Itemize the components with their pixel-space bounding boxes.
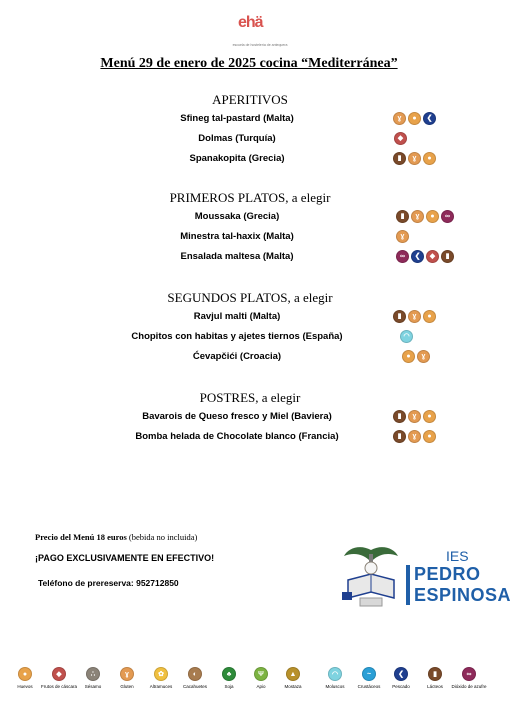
mostaza-icon: ▲ bbox=[286, 667, 300, 681]
legend-label: Altramuces bbox=[149, 684, 173, 689]
section-heading: SEGUNDOS PLATOS, a elegir bbox=[167, 290, 333, 305]
lacteos-icon: ▮ bbox=[393, 310, 406, 323]
pescado-icon: ❮ bbox=[411, 250, 424, 263]
legend-label: Soja bbox=[224, 684, 234, 689]
lacteos-icon: ▮ bbox=[428, 667, 442, 681]
huevos-icon: ● bbox=[18, 667, 32, 681]
legend-label: Crustáceos bbox=[357, 684, 381, 689]
menu-title: Menú 29 de enero de 2025 cocina “Mediterránea” bbox=[100, 56, 398, 71]
gluten-icon: ɣ bbox=[396, 230, 409, 243]
logo-mark: ehä bbox=[238, 14, 263, 31]
dish-name: Ćevapčići (Croacia) bbox=[192, 351, 282, 362]
sulfitos-icon: ∞ bbox=[396, 250, 409, 263]
huevos-icon: ● bbox=[423, 152, 436, 165]
dish-allergens bbox=[394, 132, 407, 145]
pescado-icon: ❮ bbox=[394, 667, 408, 681]
huevos-icon: ● bbox=[423, 410, 436, 423]
dish-name: Sfineg tal-pastard (Malta) bbox=[180, 113, 294, 124]
gluten-icon: ɣ bbox=[393, 112, 406, 125]
school-ies: IES bbox=[446, 548, 469, 564]
dish-name: Bomba helada de Chocolate blanco (Francia) bbox=[135, 431, 339, 442]
legend-label: Cacahuetes bbox=[182, 684, 208, 689]
dish-allergens bbox=[393, 152, 436, 165]
sulfitos-icon: ∞ bbox=[462, 667, 476, 681]
legend-item bbox=[449, 667, 489, 689]
frutos-cascara-icon: ◆ bbox=[52, 667, 66, 681]
lacteos-icon: ▮ bbox=[393, 410, 406, 423]
legend-label: Mostaza bbox=[284, 684, 302, 689]
dish-name: Dolmas (Turquía) bbox=[198, 133, 276, 144]
pescado-icon: ❮ bbox=[423, 112, 436, 125]
gluten-icon: ɣ bbox=[408, 430, 421, 443]
lacteos-icon: ▮ bbox=[441, 250, 454, 263]
crustaceos-icon: ~ bbox=[362, 667, 376, 681]
dish-name: Ravjul malti (Malta) bbox=[193, 311, 281, 322]
dish-name: Minestra tal-haxix (Malta) bbox=[180, 231, 294, 242]
dish-allergens bbox=[402, 350, 430, 363]
huevos-icon: ● bbox=[408, 112, 421, 125]
gluten-icon: ɣ bbox=[408, 410, 421, 423]
dish-allergens bbox=[396, 250, 454, 263]
legend-label: Moluscos bbox=[325, 684, 345, 689]
school-bar bbox=[406, 565, 410, 605]
gluten-icon: ɣ bbox=[408, 310, 421, 323]
legend-label: Sésamo bbox=[84, 684, 102, 689]
dish-allergens bbox=[393, 112, 436, 125]
legend-label: Pescado bbox=[392, 684, 410, 689]
lacteos-icon: ▮ bbox=[396, 210, 409, 223]
logo-tagline: escuela de hostelería de antequera bbox=[232, 43, 288, 47]
dish-name: Spanakopita (Grecia) bbox=[189, 153, 285, 164]
price-text: Precio del Menú 18 euros bbox=[35, 532, 127, 542]
altramuces-icon: ✿ bbox=[154, 667, 168, 681]
sulfitos-icon: ∞ bbox=[441, 210, 454, 223]
huevos-icon: ● bbox=[423, 430, 436, 443]
huevos-icon: ● bbox=[426, 210, 439, 223]
dish-allergens bbox=[393, 410, 436, 423]
dish-name: Ensalada maltesa (Malta) bbox=[180, 251, 294, 262]
gluten-icon: ɣ bbox=[411, 210, 424, 223]
dish-name: Chopitos con habitas y ajetes tiernos (España) bbox=[131, 331, 343, 342]
payment-notice: ¡PAGO EXCLUSIVAMENTE EN EFECTIVO! bbox=[35, 553, 215, 563]
school-name-2: ESPINOSA bbox=[414, 585, 511, 605]
legend-label: Lácteos bbox=[427, 684, 443, 689]
cacahuetes-icon: ◐ bbox=[188, 667, 202, 681]
section-heading: APERITIVOS bbox=[212, 92, 288, 107]
dish-allergens bbox=[393, 430, 436, 443]
huevos-icon: ● bbox=[423, 310, 436, 323]
legend-label: Frutos de cáscara bbox=[40, 684, 77, 689]
section-heading: POSTRES, a elegir bbox=[199, 390, 301, 405]
moluscos-icon: ◠ bbox=[328, 667, 342, 681]
gluten-icon: ɣ bbox=[408, 152, 421, 165]
price-note: (bebida no incluida) bbox=[126, 532, 198, 542]
legend-label: Apio bbox=[256, 684, 266, 689]
frutos-cascara-icon: ◆ bbox=[394, 132, 407, 145]
apio-icon: Ψ bbox=[254, 667, 268, 681]
price-line bbox=[35, 532, 197, 542]
legend-label: Gluten bbox=[120, 684, 134, 689]
dish-allergens bbox=[396, 230, 409, 243]
lacteos-icon: ▮ bbox=[393, 152, 406, 165]
huevos-icon: ● bbox=[402, 350, 415, 363]
school-logo-ies bbox=[340, 540, 511, 612]
dish-allergens bbox=[400, 330, 413, 343]
lacteos-icon: ▮ bbox=[393, 430, 406, 443]
sesamo-icon: ∴ bbox=[86, 667, 100, 681]
school-logo bbox=[232, 12, 288, 52]
legend-item bbox=[273, 667, 313, 689]
allergen-legend bbox=[18, 667, 488, 717]
dish-name: Bavarois de Queso fresco y Miel (Baviera) bbox=[142, 411, 332, 422]
school-emblem-icon bbox=[340, 540, 402, 612]
soja-icon: ♣ bbox=[222, 667, 236, 681]
phone-line: Teléfono de prereserva: 952712850 bbox=[38, 578, 179, 588]
legend-label: Huevos bbox=[17, 684, 33, 689]
legend-label: Dióxido de azufre bbox=[451, 684, 487, 689]
section-heading: PRIMEROS PLATOS, a elegir bbox=[169, 190, 331, 205]
school-name-1: PEDRO bbox=[414, 564, 481, 584]
dish-allergens bbox=[396, 210, 454, 223]
gluten-icon: ɣ bbox=[120, 667, 134, 681]
moluscos-icon: ◠ bbox=[400, 330, 413, 343]
dish-name: Moussaka (Grecia) bbox=[194, 211, 280, 222]
frutos-cascara-icon: ◆ bbox=[426, 250, 439, 263]
dish-allergens bbox=[393, 310, 436, 323]
gluten-icon: ɣ bbox=[417, 350, 430, 363]
